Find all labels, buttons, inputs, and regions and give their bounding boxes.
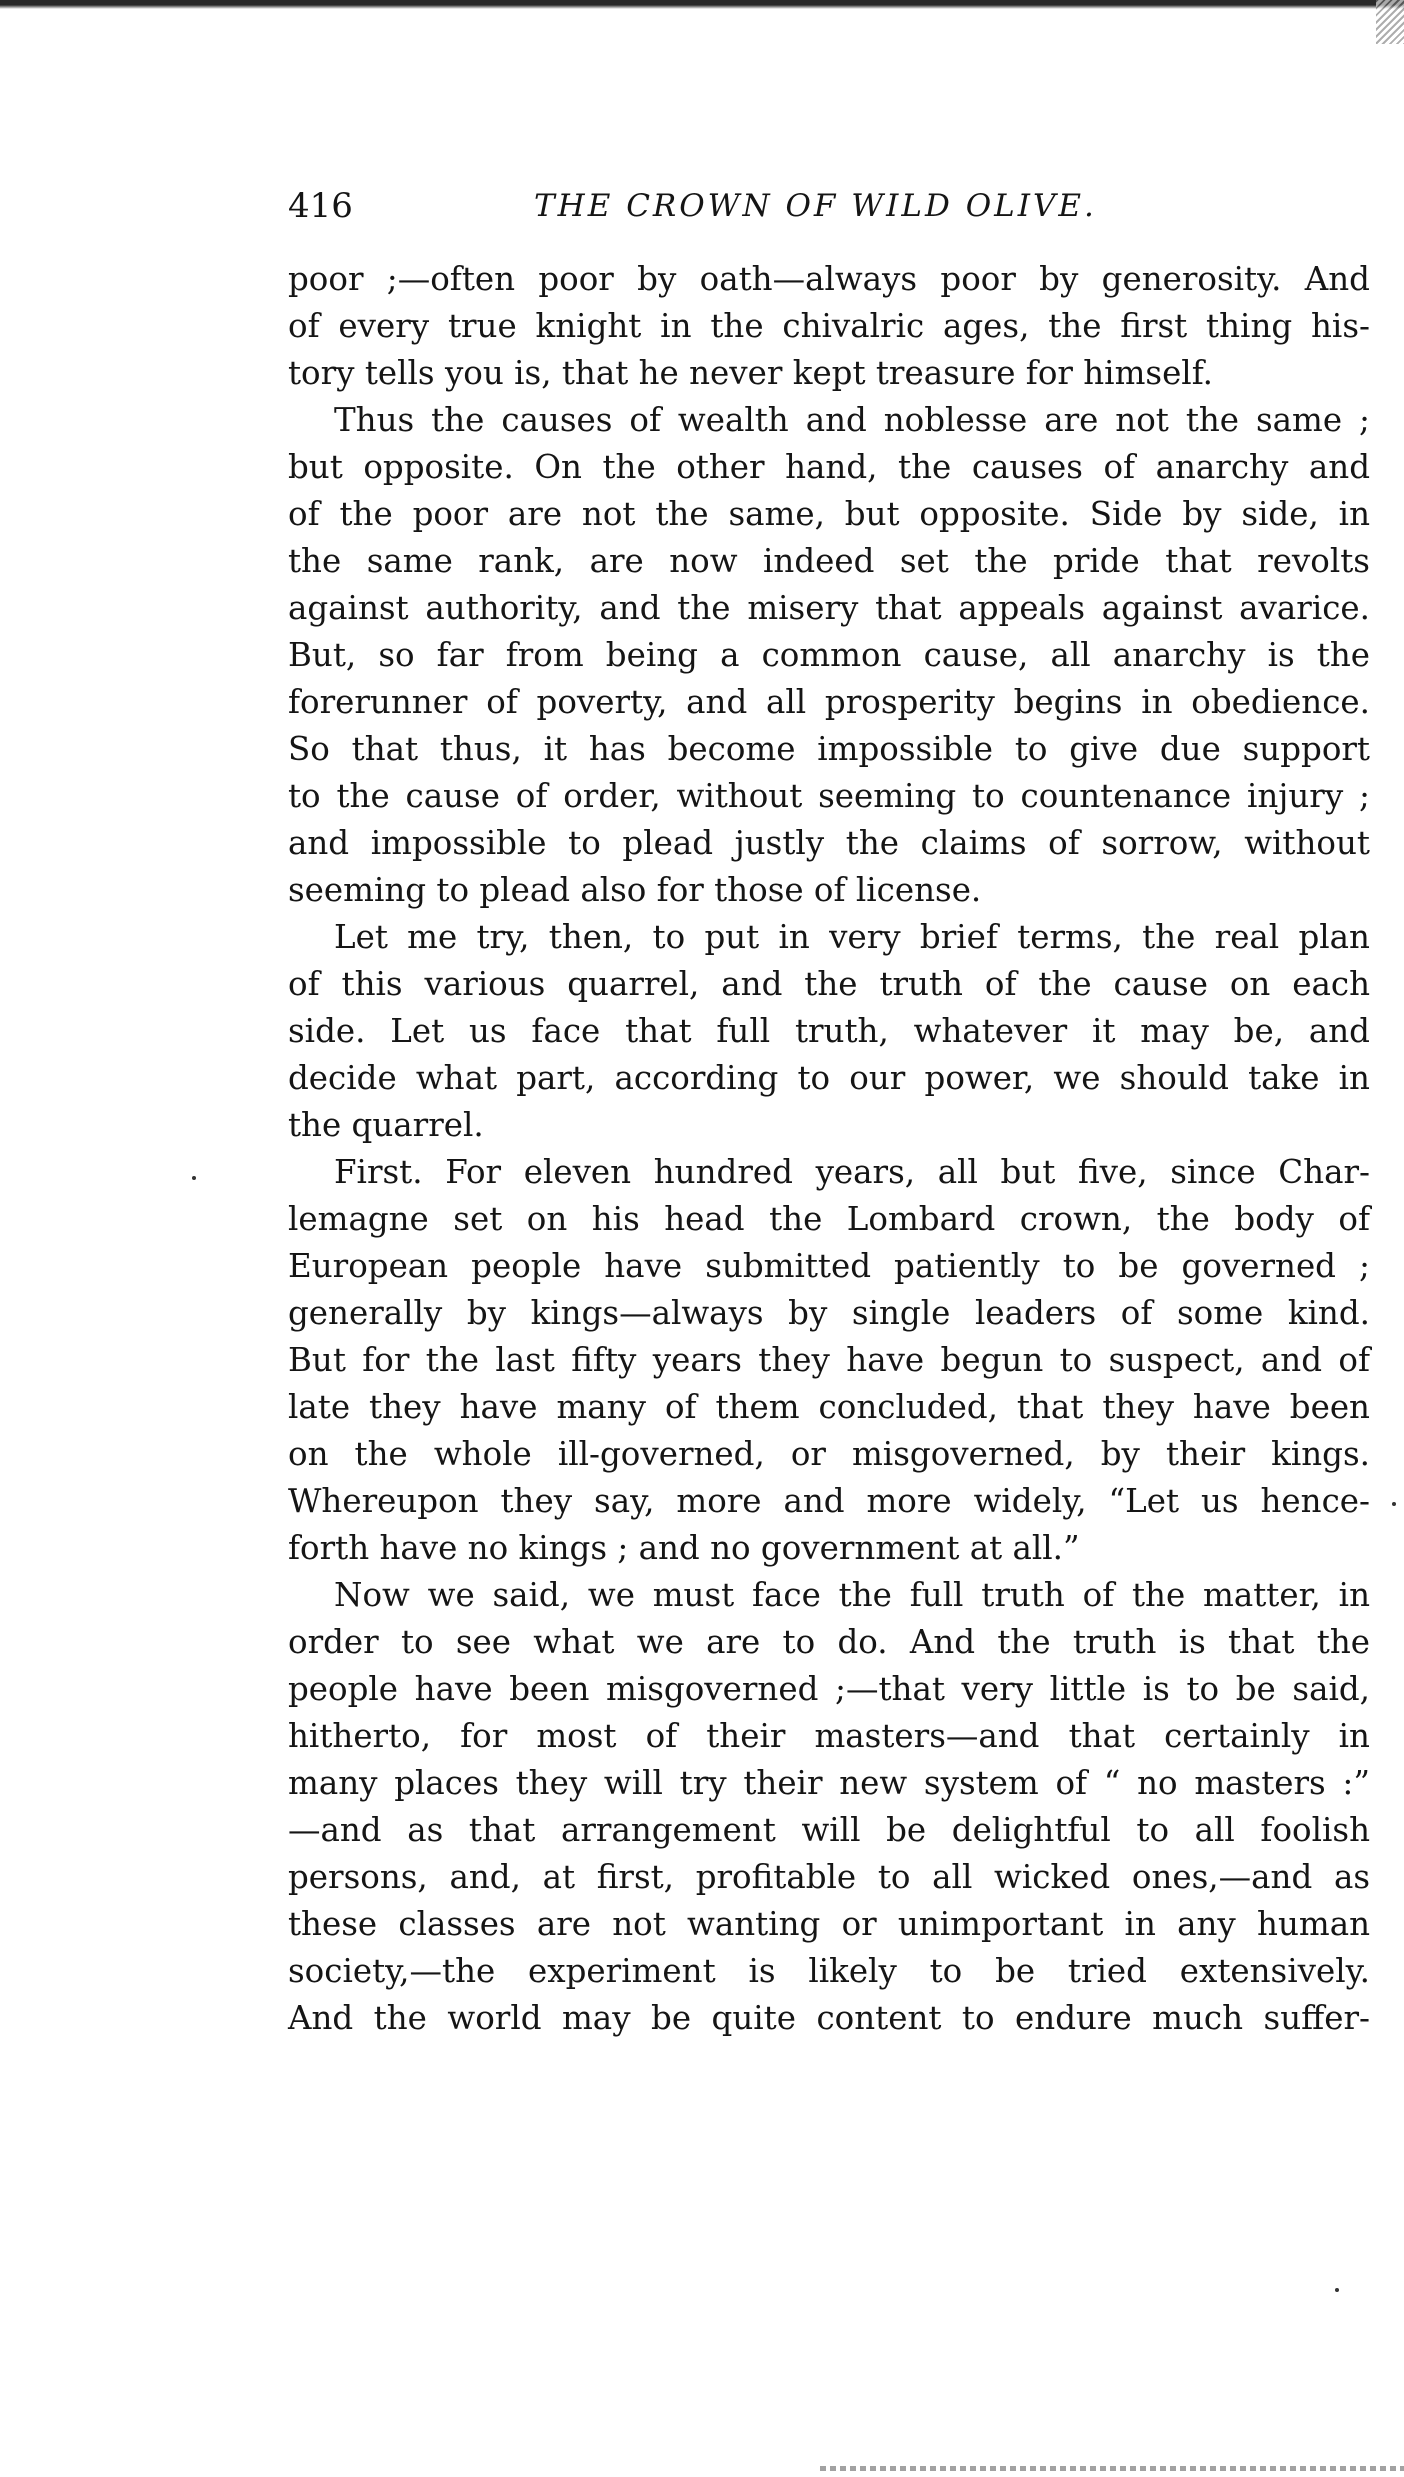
- page-number: 416: [288, 186, 353, 226]
- text-line: seeming to plead also for those of license.: [288, 871, 982, 909]
- body-text: [288, 256, 1370, 2042]
- text-line: forth have no kings ; and no government at all.”: [288, 1529, 1080, 1567]
- text-line: of this various quarrel, and the truth of the cause on each: [288, 965, 1370, 1003]
- text-line: decide what part, according to our power, we should take in: [288, 1059, 1370, 1097]
- text-line: side. Let us face that full truth, whatever it may be, and: [288, 1012, 1370, 1050]
- text-line: European people have submitted patiently to be governed ;: [288, 1247, 1370, 1285]
- text-line: poor ;—often poor by oath—always poor by generosity. And: [288, 260, 1370, 298]
- text-line: of every true knight in the chivalric ages, the first thing his-: [288, 307, 1370, 345]
- text-line: Whereupon they say, more and more widely, “Let us hence-: [288, 1482, 1370, 1520]
- scan-speck: [1335, 2288, 1339, 2292]
- text-line: society,—the experiment is likely to be tried extensively.: [288, 1952, 1370, 1990]
- text-line: But for the last fifty years they have begun to suspect, and of: [288, 1341, 1370, 1379]
- text-line: the quarrel.: [288, 1106, 484, 1144]
- text-line: But, so far from being a common cause, all anarchy is the: [288, 636, 1370, 674]
- text-line: Now we said, we must face the full truth of the matter, in: [334, 1576, 1370, 1614]
- text-line: Let me try, then, to put in very brief terms, the real plan: [334, 918, 1370, 956]
- bottom-page-edge: [820, 2466, 1404, 2471]
- text-line: And the world may be quite content to endure much suffer-: [288, 1999, 1370, 2037]
- running-title: THE CROWN OF WILD OLIVE.: [534, 188, 1097, 224]
- text-line: forerunner of poverty, and all prosperity begins in obedience.: [288, 683, 1370, 721]
- text-line: hitherto, for most of their masters—and that certainly in: [288, 1717, 1370, 1755]
- top-page-edge: [0, 0, 1404, 9]
- text-line: but opposite. On the other hand, the causes of anarchy and: [288, 448, 1370, 486]
- text-line: So that thus, it has become impossible to give due support: [288, 730, 1370, 768]
- text-line: Thus the causes of wealth and noblesse are not the same ;: [334, 401, 1370, 439]
- scan-speck: [1392, 1502, 1396, 1506]
- scan-speck: [192, 1176, 196, 1180]
- text-line: order to see what we are to do. And the truth is that the: [288, 1623, 1370, 1661]
- text-line: tory tells you is, that he never kept treasure for himself.: [288, 354, 1213, 392]
- text-line: of the poor are not the same, but opposite. Side by side, in: [288, 495, 1370, 533]
- text-line: persons, and, at first, profitable to all wicked ones,—and as: [288, 1858, 1370, 1896]
- text-line: First. For eleven hundred years, all but five, since Char-: [334, 1153, 1370, 1191]
- text-line: against authority, and the misery that appeals against avarice.: [288, 589, 1370, 627]
- text-line: on the whole ill-governed, or misgoverned, by their kings.: [288, 1435, 1370, 1473]
- text-line: to the cause of order, without seeming to countenance injury ;: [288, 777, 1370, 815]
- text-line: and impossible to plead justly the claims of sorrow, without: [288, 824, 1370, 862]
- text-line: these classes are not wanting or unimportant in any human: [288, 1905, 1370, 1943]
- corner-scan-artifact: [1376, 0, 1404, 44]
- text-line: people have been misgoverned ;—that very little is to be said,: [288, 1670, 1370, 1708]
- text-line: —and as that arrangement will be delightful to all foolish: [288, 1811, 1370, 1849]
- text-line: generally by kings—always by single leaders of some kind.: [288, 1294, 1370, 1332]
- text-line: late they have many of them concluded, that they have been: [288, 1388, 1370, 1426]
- text-line: the same rank, are now indeed set the pride that revolts: [288, 542, 1370, 580]
- text-line: many places they will try their new system of “ no masters :”: [288, 1764, 1370, 1802]
- text-line: lemagne set on his head the Lombard crown, the body of: [288, 1200, 1370, 1238]
- page-header: [288, 186, 1378, 226]
